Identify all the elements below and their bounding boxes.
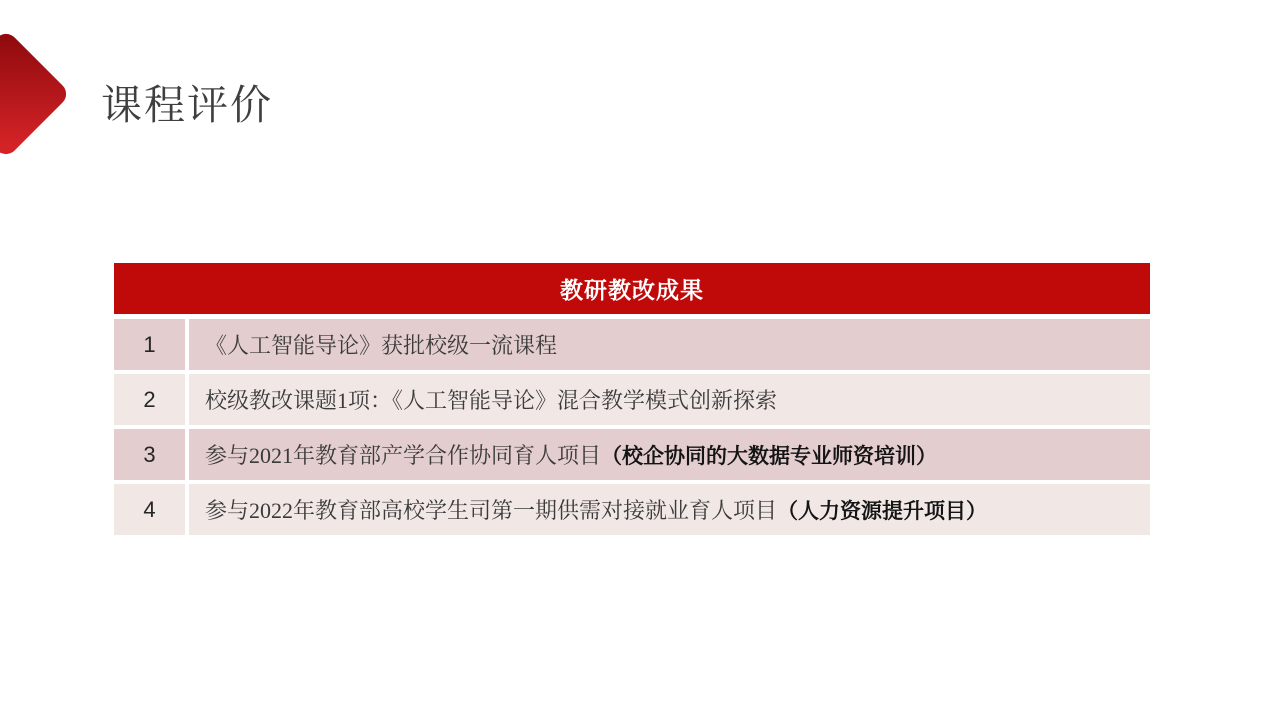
row-content (189, 319, 1150, 370)
row-number: 2 (114, 374, 185, 425)
row-text: 校级教改课题1项：《人工智能导论》混合教学模式创新探索 (205, 388, 778, 413)
row-text-emphasis: （人力资源提升项目） (777, 499, 988, 523)
row-text: 参与2022年教育部高校学生司第一期供需对接就业育人项目 (205, 498, 778, 523)
row-number: 1 (114, 319, 185, 370)
table-body (114, 319, 1150, 535)
row-text: 参与2021年教育部产学合作协同育人项目 (205, 443, 602, 468)
table-row (114, 319, 1150, 370)
achievements-table (114, 263, 1150, 535)
row-content (189, 484, 1150, 535)
row-content (189, 429, 1150, 480)
row-text-emphasis: （校企协同的大数据专业师资培训） (601, 444, 938, 468)
table-header (114, 263, 1150, 314)
accent-diamond-icon (0, 29, 71, 159)
page-title: 课程评价 (101, 82, 273, 128)
table-header-label: 教研教改成果 (560, 277, 704, 303)
table-row (114, 374, 1150, 425)
table-row (114, 429, 1150, 480)
row-content (189, 374, 1150, 425)
row-text: 《人工智能导论》获批校级一流课程 (205, 333, 558, 358)
row-number: 3 (114, 429, 185, 480)
table-row (114, 484, 1150, 535)
row-number: 4 (114, 484, 185, 535)
